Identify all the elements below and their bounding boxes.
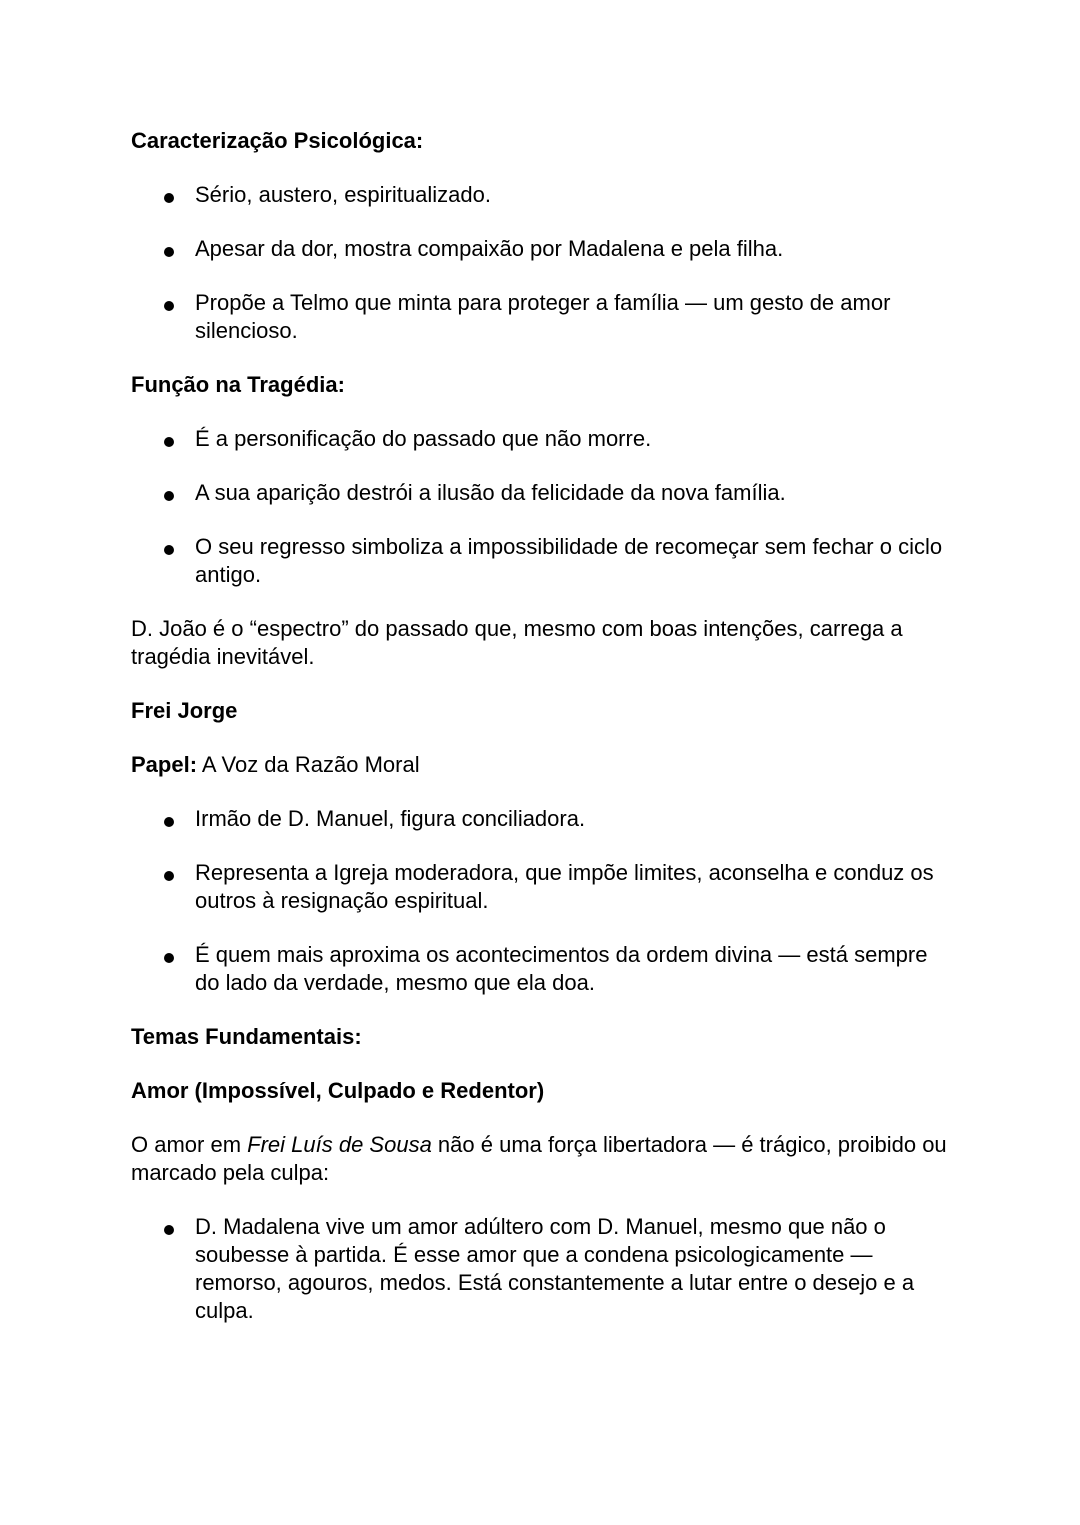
bullet-dot-icon (164, 953, 174, 963)
bullet-dot-icon (164, 1225, 174, 1235)
bullet-item (131, 941, 951, 997)
funcao-bullet-list (131, 425, 951, 589)
paragraph-d-joao-espectro: D. João é o “espectro” do passado que, mesmo com boas intenções, carrega a tragédia inevitável. (131, 616, 903, 669)
bullet-text: Apesar da dor, mostra compaixão por Madalena e pela filha. (195, 236, 784, 261)
bullet-item (131, 859, 951, 915)
bullet-item (131, 805, 951, 833)
bullet-text: Irmão de D. Manuel, figura conciliadora. (195, 806, 586, 831)
bullet-text: Representa a Igreja moderadora, que impõe limites, aconselha e conduz os outros à resignação espiritual. (195, 860, 934, 913)
bullet-dot-icon (164, 817, 174, 827)
amor-intro-pre: O amor em (131, 1132, 248, 1157)
amor-bullet-list (131, 1213, 951, 1325)
paragraph-amor-intro (131, 1131, 951, 1187)
heading-amor-impossivel: Amor (Impossível, Culpado e Redentor) (131, 1078, 545, 1103)
bullet-item (131, 479, 951, 507)
bullet-dot-icon (164, 871, 174, 881)
bullet-item (131, 533, 951, 589)
heading-frei-jorge: Frei Jorge (131, 698, 238, 723)
bullet-text: É a personificação do passado que não morre. (195, 426, 652, 451)
caracterizacao-bullet-list (131, 181, 951, 345)
bullet-dot-icon (164, 545, 174, 555)
bullet-item (131, 1213, 951, 1325)
bullet-item (131, 289, 951, 345)
bullet-text: O seu regresso simboliza a impossibilidade de recomeçar sem fechar o ciclo antigo. (195, 534, 943, 587)
bullet-dot-icon (164, 193, 174, 203)
paragraph-papel (131, 751, 951, 779)
amor-intro-post: não é uma força libertadora — é trágico, proibido ou marcado pela culpa: (131, 1132, 947, 1185)
bullet-text: É quem mais aproxima os acontecimentos da ordem divina — está sempre do lado da verdade, mesmo que ela doa. (195, 942, 928, 995)
heading-caracterizacao-psicologica: Caracterização Psicológica: (131, 128, 424, 153)
bullet-text: Sério, austero, espiritualizado. (195, 182, 491, 207)
frei-jorge-bullet-list (131, 805, 951, 997)
bullet-item (131, 425, 951, 453)
bullet-text: D. Madalena vive um amor adúltero com D. Manuel, mesmo que não o soubesse à partida. É esse amor que a condena psicologicamente — remorso, agouros, medos. Está constantemente a lutar entre o desejo e a culpa. (195, 1214, 915, 1323)
bullet-dot-icon (164, 491, 174, 501)
bullet-dot-icon (164, 437, 174, 447)
bullet-text: Propõe a Telmo que minta para proteger a família — um gesto de amor silencioso. (195, 290, 891, 343)
papel-label: Papel: (131, 752, 198, 777)
bullet-item (131, 181, 951, 209)
bullet-dot-icon (164, 301, 174, 311)
heading-funcao-na-tragedia: Função na Tragédia: (131, 372, 345, 397)
bullet-item (131, 235, 951, 263)
bullet-dot-icon (164, 247, 174, 257)
bullet-text: A sua aparição destrói a ilusão da felicidade da nova família. (195, 480, 786, 505)
heading-temas-fundamentais: Temas Fundamentais: (131, 1024, 362, 1049)
amor-intro-book-title: Frei Luís de Sousa (247, 1132, 432, 1157)
papel-value: A Voz da Razão Moral (197, 752, 420, 777)
